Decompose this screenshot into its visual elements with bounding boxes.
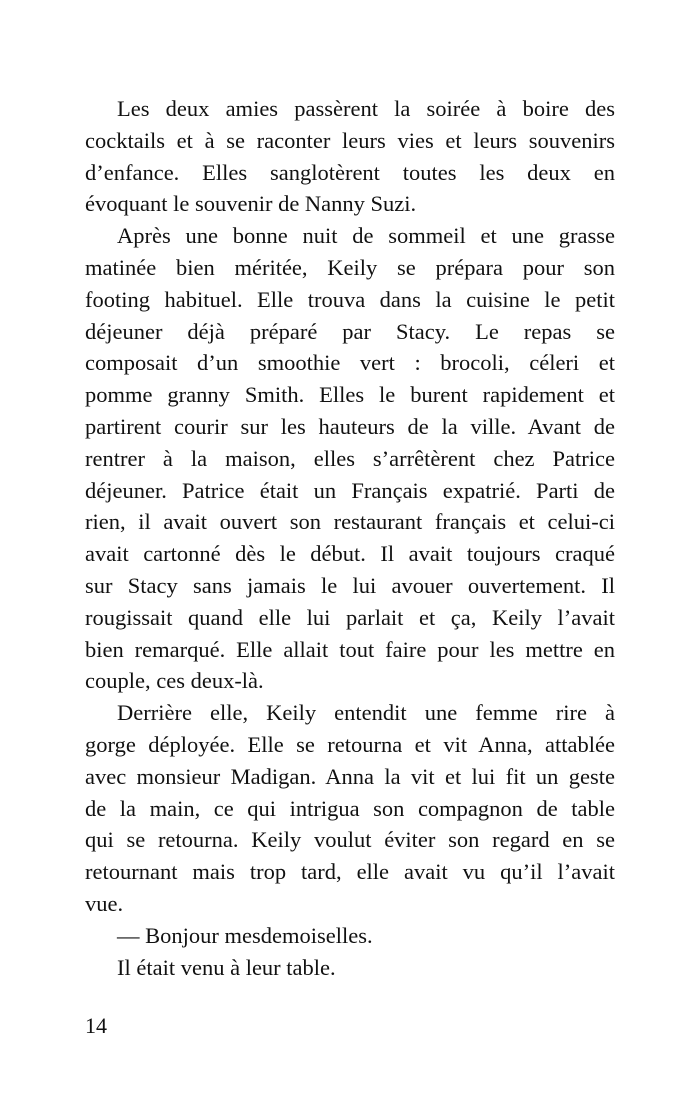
text-line: rien, il avait ouvert son restaurant français et celui-ci <box>85 509 615 535</box>
text-line: déjeuner déjà préparé par Stacy. Le repas se <box>85 318 615 344</box>
paragraph <box>85 952 615 984</box>
text-line: retournant mais trop tard, elle avait vu qu’il l’avait <box>85 859 615 885</box>
text-line: évoquant le souvenir de Nanny Suzi. <box>85 191 417 217</box>
page-number: 14 <box>85 1013 107 1038</box>
text-line: sur Stacy sans jamais le lui avouer ouvertement. Il <box>85 572 615 598</box>
text-line: Les deux amies passèrent la soirée à boire des <box>117 96 615 121</box>
text-line: Après une bonne nuit de sommeil et une grasse <box>117 223 615 249</box>
text-line: partirent courir sur les hauteurs de la ville. Avant de <box>85 413 615 439</box>
paragraph <box>85 697 615 920</box>
text-line: — Bonjour mesdemoiselles. <box>117 922 373 948</box>
text-line: pomme granny Smith. Elles le burent rapidement et <box>85 382 615 408</box>
text-line: rentrer à la maison, elles s’arrêtèrent chez Patrice <box>85 445 615 471</box>
text-line: avait cartonné dès le début. Il avait toujours craqué <box>85 541 615 567</box>
text-line: rougissait quand elle lui parlait et ça, Keily l’avait <box>85 604 615 630</box>
text-line: vue. <box>85 890 124 916</box>
text-line: de la main, ce qui intrigua son compagnon de table <box>85 795 615 821</box>
text-line: bien remarqué. Elle allait tout faire pour les mettre en <box>85 636 615 662</box>
text-line: qui se retourna. Keily voulut éviter son regard en se <box>85 827 615 853</box>
text-line: avec monsieur Madigan. Anna la vit et lui fit un geste <box>85 763 615 789</box>
text-line: d’enfance. Elles sanglotèrent toutes les deux en <box>85 159 615 185</box>
text-line: footing habituel. Elle trouva dans la cuisine le petit <box>85 286 615 312</box>
text-line: Il était venu à leur table. <box>117 954 336 980</box>
paragraph <box>85 920 615 952</box>
paragraph <box>85 220 615 697</box>
paragraph <box>85 93 615 220</box>
text-line: déjeuner. Patrice était un Français expatrié. Parti de <box>85 477 615 503</box>
text-line: couple, ces deux-là. <box>85 668 264 694</box>
text-line: cocktails et à se raconter leurs vies et leurs souvenirs <box>85 127 615 153</box>
text-line: composait d’un smoothie vert : brocoli, céleri et <box>85 350 615 376</box>
text-line: matinée bien méritée, Keily se prépara pour son <box>85 254 615 280</box>
body-text <box>85 93 615 983</box>
text-line: Derrière elle, Keily entendit une femme rire à <box>117 700 615 726</box>
text-line: gorge déployée. Elle se retourna et vit Anna, attablée <box>85 731 615 757</box>
